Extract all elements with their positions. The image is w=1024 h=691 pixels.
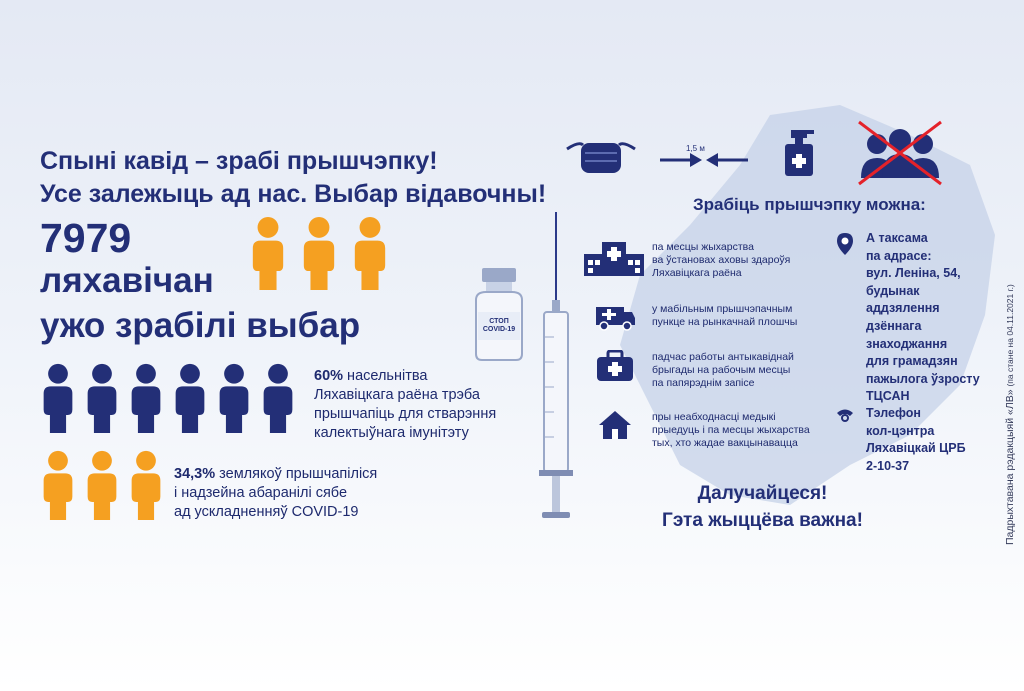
vaccinated-count: 7979 [40, 215, 132, 261]
phone-line-1: Тэлефон [866, 406, 921, 420]
phone-line-2: кол-цэнтра [866, 423, 935, 438]
stat-60-line-3: прышчапіць для стварэння [314, 406, 497, 422]
taxi-line-3: вул. Леніна, 54, [866, 266, 961, 281]
taxi-address [866, 230, 1001, 406]
phone-icon [836, 407, 854, 423]
no-crowd-icon [855, 118, 945, 188]
vaccinated-caption-line-2: ужо зрабілі выбар [40, 306, 361, 345]
call-center [866, 405, 966, 475]
hospital-icon [582, 240, 646, 276]
sanitizer-icon [780, 128, 816, 178]
slogan-line-2: Гэта жыццёва важна! [662, 510, 863, 531]
taxi-line-6: дзённага [866, 318, 922, 333]
option-home-visit [652, 411, 847, 450]
headline-line-2: Усе залежыць ад нас. Выбар відавочны! [40, 180, 547, 208]
vaccine-vial-icon [468, 266, 530, 362]
option-home-line-1: пры неабходнасці медыкі [652, 411, 776, 423]
person-icon [260, 363, 296, 433]
option-hospital-line-3: Ляхавіцкага раёна [652, 267, 742, 279]
vaccinated-caption-line-1: ляхавічан [40, 261, 214, 300]
location-pin-icon [836, 232, 854, 256]
taxi-line-2: па адрасе: [866, 248, 932, 263]
option-workplace-line-3: па папярэднім запісе [652, 377, 755, 389]
option-hospital-line-1: па месцы жыхарства [652, 241, 754, 253]
person-icon [84, 450, 120, 520]
stat-34 [174, 465, 377, 522]
distance-arrows-icon [660, 150, 748, 172]
person-icon [249, 216, 287, 290]
face-mask-icon [565, 137, 637, 179]
vial-label-line-2: COVID-19 [482, 326, 516, 333]
option-hospital-line-2: ва ўстановах аховы здароўя [652, 254, 791, 266]
stat-60-percent: 60% [314, 368, 344, 384]
option-home-line-2: прыедуць і па месцы жыхарства [652, 424, 810, 436]
option-workplace [652, 351, 847, 390]
option-hospital [652, 241, 847, 280]
editorial-note [1004, 284, 1016, 545]
editorial-note-date: (па стане на 04.11.2021 г.) [1005, 284, 1015, 387]
option-mobile-point [652, 303, 847, 329]
person-icon [128, 450, 164, 520]
vaccination-places-title: Зрабіць прышчэпку можна: [693, 195, 926, 214]
option-mobile-line-2: пункце на рынкачнай плошчы [652, 316, 798, 328]
stat-60-line-2: Ляхавіцкага раёна трэба [314, 387, 480, 403]
distance-label: 1,5 м [686, 144, 705, 153]
person-icon [216, 363, 252, 433]
person-icon [40, 363, 76, 433]
editorial-note-main: Падрыхтавана рэдакцыяй «ЛВ» [1004, 386, 1016, 545]
ambulance-icon [594, 303, 636, 331]
home-icon [598, 410, 632, 440]
medkit-icon [596, 350, 634, 382]
stat-34-line-2: і надзейна абаранілі сябе [174, 485, 348, 501]
stat-60-line-4: калектыўнага імунітэту [314, 425, 469, 441]
vial-label-line-1: СТОП [489, 318, 509, 325]
taxi-line-4: будынак [866, 283, 920, 298]
option-home-line-3: тых, хто жадае вакцынавацца [652, 437, 798, 449]
syringe-icon [535, 212, 577, 530]
taxi-line-7: знаходжання [866, 336, 948, 351]
option-workplace-line-1: падчас работы антыкавіднай [652, 351, 794, 363]
phone-line-3: Ляхавіцкай ЦРБ [866, 441, 966, 456]
person-icon [300, 216, 338, 290]
slogan-line-1: Далучайцеся! [697, 483, 828, 504]
person-icon [351, 216, 389, 290]
person-icon [172, 363, 208, 433]
stat-34-line-3: ад ускладненняў COVID-19 [174, 504, 359, 520]
taxi-line-1: А таксама [866, 231, 928, 245]
taxi-line-10: ТЦСАН [866, 389, 910, 404]
person-icon [40, 450, 76, 520]
person-icon [128, 363, 164, 433]
stat-60 [314, 367, 496, 443]
stat-34-text: землякоў прышчапіліся [215, 466, 378, 482]
headline-line-1: Спыні кавід – зрабі прышчэпку! [40, 147, 438, 175]
stat-60-text: насельнітва [343, 368, 428, 384]
vial-label [478, 318, 520, 334]
slogan [650, 480, 875, 534]
option-workplace-line-2: брыгады на рабочым месцы [652, 364, 791, 376]
stat-34-percent: 34,3% [174, 466, 216, 482]
person-icon [84, 363, 120, 433]
phone-number: 2-10-37 [866, 458, 910, 473]
option-mobile-line-1: у мабільным прышчэпачным [652, 303, 793, 315]
headline [40, 145, 546, 211]
taxi-line-9: пажылога ўзросту [866, 371, 980, 386]
taxi-line-8: для грамадзян [866, 354, 958, 369]
taxi-line-5: аддзялення [866, 301, 940, 316]
